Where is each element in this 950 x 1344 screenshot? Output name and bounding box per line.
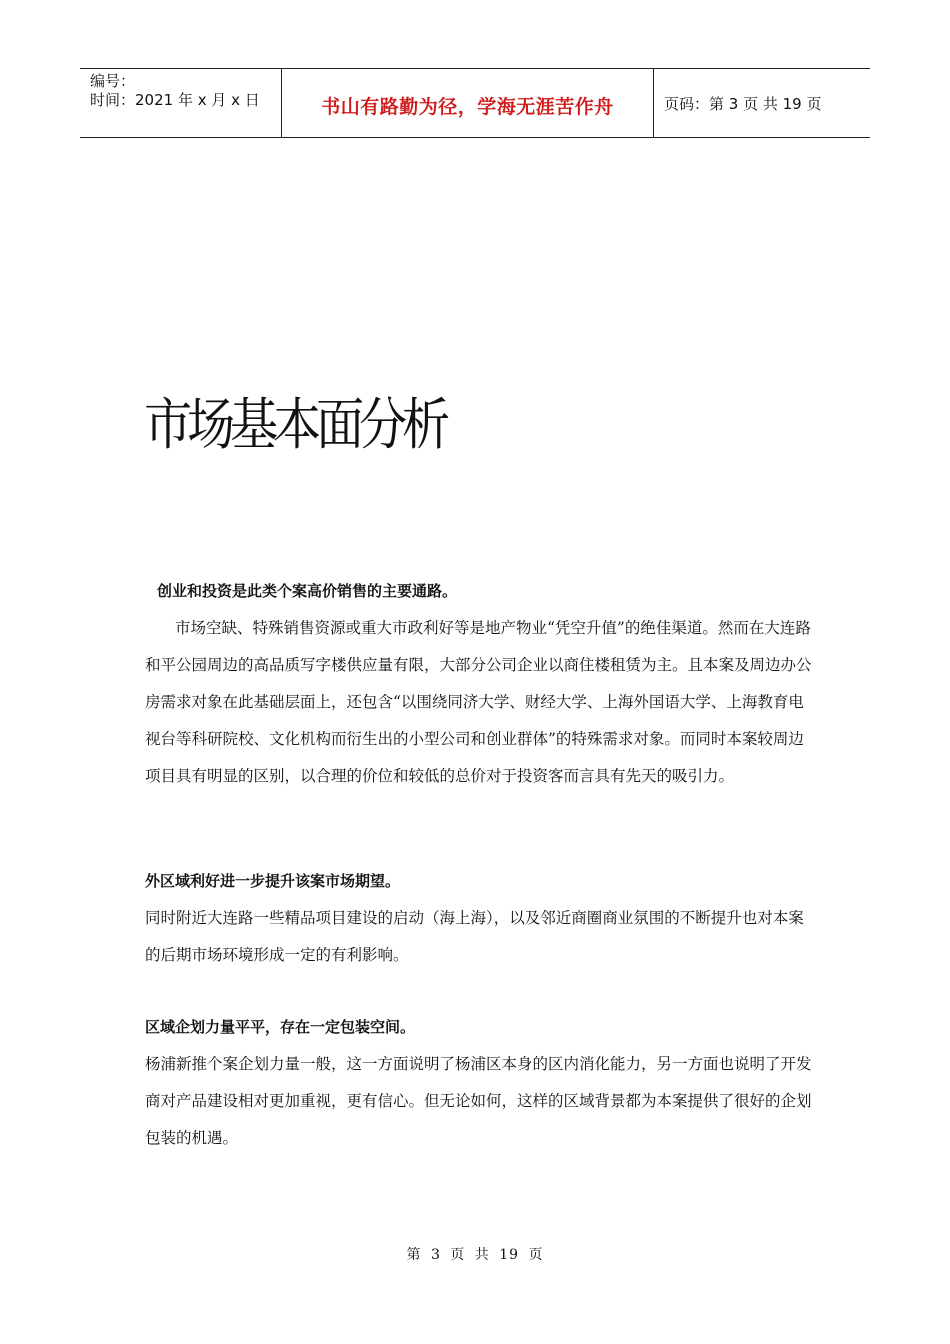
section-heading: 外区域利好进一步提升该案市场期望。	[145, 872, 401, 890]
header-motto: 书山有路勤为径，学海无涯苦作舟	[321, 95, 614, 118]
section-paragraph: 市场空缺、特殊销售资源或重大市政利好等是地产物业“凭空升值”的绝佳渠道。然而在大连路和平公园周边的高品质写字楼供应量有限，大部分公司企业以商住楼租赁为主。且本案及周边办公房需求对象在此基础层面上，还包含“以围绕同济大学、财经大学、上海外国语大学、上海教育电视台等科研院校、文化机构而衍生出的小型公司和创业群体”的特殊需求对象。而同时本案较周边项目具有明显的区别，以合理的价位和较低的总价对于投资客而言具有先天的吸引力。	[145, 619, 812, 785]
document-header	[80, 68, 870, 138]
section-external-benefits	[145, 863, 815, 974]
header-motto-cell	[282, 69, 654, 137]
page-footer: 第 3 页 共 19 页	[406, 1247, 544, 1263]
section-heading: 创业和投资是此类个案高价销售的主要通路。	[157, 582, 458, 600]
header-page-info: 页码：第 3 页 共 19 页	[664, 94, 822, 113]
header-meta-cell	[80, 69, 282, 137]
header-page-cell	[654, 69, 870, 137]
date-label: 时间：2021 年 x 月 x 日	[90, 91, 260, 109]
section-planning-strength	[145, 1009, 815, 1157]
page-title: 市场基本面分析	[144, 393, 445, 458]
section-paragraph: 同时附近大连路一些精品项目建设的启动（海上海），以及邻近商圈商业氛围的不断提升也对本案的后期市场环境形成一定的有利影响。	[145, 909, 804, 964]
section-paragraph: 杨浦新推个案企划力量一般，这一方面说明了杨浦区本身的区内消化能力，另一方面也说明了开发商对产品建设相对更加重视，更有信心。但无论如何，这样的区域背景都为本案提供了很好的企划包装的机遇。	[145, 1055, 812, 1147]
section-entrepreneurship-investment	[145, 573, 815, 795]
section-heading: 区域企划力量平平，存在一定包装空间。	[145, 1018, 416, 1036]
serial-number-label: 编号：	[90, 72, 136, 90]
